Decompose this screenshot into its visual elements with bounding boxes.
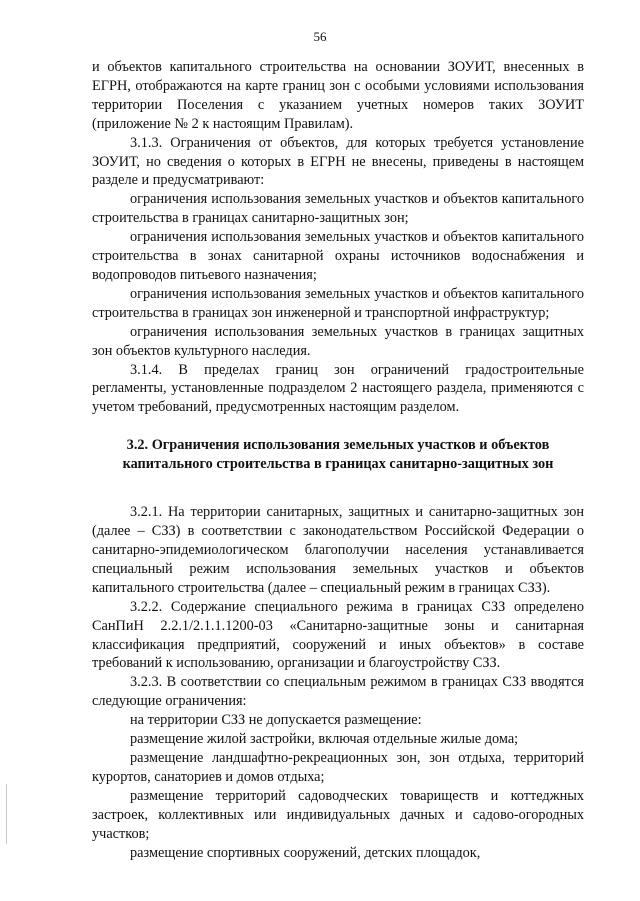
- page-number: 56: [313, 29, 327, 44]
- list-item: ограничения использования земельных участков и объектов капитального строительства в границах санитарно-защитных зон;: [92, 191, 584, 227]
- paragraph: 3.2.1. На территории санитарных, защитных и санитарно-защитных зон (далее – СЗЗ) в соответствии с законодательством Российской Федерации о санитарно-эпидемиологическом благополучии населения устанавливается специальный режим использования земельных участков и объектов капитального строительства (далее – специальный режим в границах СЗЗ).: [92, 504, 584, 596]
- list-item: ограничения использования земельных участков и объектов капитального строительства в зонах санитарной охраны источников водоснабжения и водопроводов питьевого назначения;: [92, 229, 584, 283]
- list-item: размещение территорий садоводческих товариществ и коттеджных застроек, коллективных или индивидуальных дачных и садово-огородных участков;: [92, 787, 584, 842]
- list-item: ограничения использования земельных участков в границах защитных зон объектов культурного наследия.: [92, 323, 584, 359]
- list-item: размещение жилой застройки, включая отдельные жилые дома;: [130, 731, 519, 748]
- list-item: размещение ландшафтно-рекреационных зон, зон отдыха, территорий курортов, санаториев и домов отдыха;: [92, 750, 584, 785]
- paragraph: 3.1.3. Ограничения от объектов, для которых требуется установление ЗОУИТ, но сведения о которых в ЕГРН не внесены, приведены в настоящем разделе и предусматривают:: [92, 134, 584, 189]
- scan-edge-mark: [6, 784, 7, 844]
- section-heading: 3.2. Ограничения использования земельных участков и объектов капитального строительства в границах санитарно-защитных зон: [122, 437, 554, 473]
- list-item: ограничения использования земельных участков и объектов капитального строительства в границах зон инженерной и транспортной инфраструктур;: [92, 285, 584, 321]
- document-body: [92, 58, 584, 862]
- paragraph: 3.2.3. В соответствии со специальным режимом в границах СЗЗ вводятся следующие ограничения:: [92, 674, 584, 710]
- paragraph: 3.2.2. Содержание специального режима в границах СЗЗ определено СанПиН 2.2.1/2.1.1.1200-03 «Санитарно-защитные зоны и санитарная классификация предприятий, сооружений и иных объектов» в составе требований к использованию, организации и благоустройству СЗЗ.: [92, 598, 584, 672]
- paragraph: на территории СЗЗ не допускается размещение:: [130, 712, 422, 729]
- paragraph: и объектов капитального строительства на основании ЗОУИТ, внесенных в ЕГРН, отображаются на карте границ зон с особыми условиями использования территории Поселения с указанием учетных номеров таких ЗОУИТ (приложение № 2 к настоящим Правилам).: [92, 59, 584, 132]
- list-item: размещение спортивных сооружений, детских площадок,: [130, 844, 481, 861]
- paragraph: 3.1.4. В пределах границ зон ограничений градостроительные регламенты, установленные подразделом 2 настоящего раздела, применяются с учетом требований, предусмотренных настоящим разделом.: [92, 361, 584, 416]
